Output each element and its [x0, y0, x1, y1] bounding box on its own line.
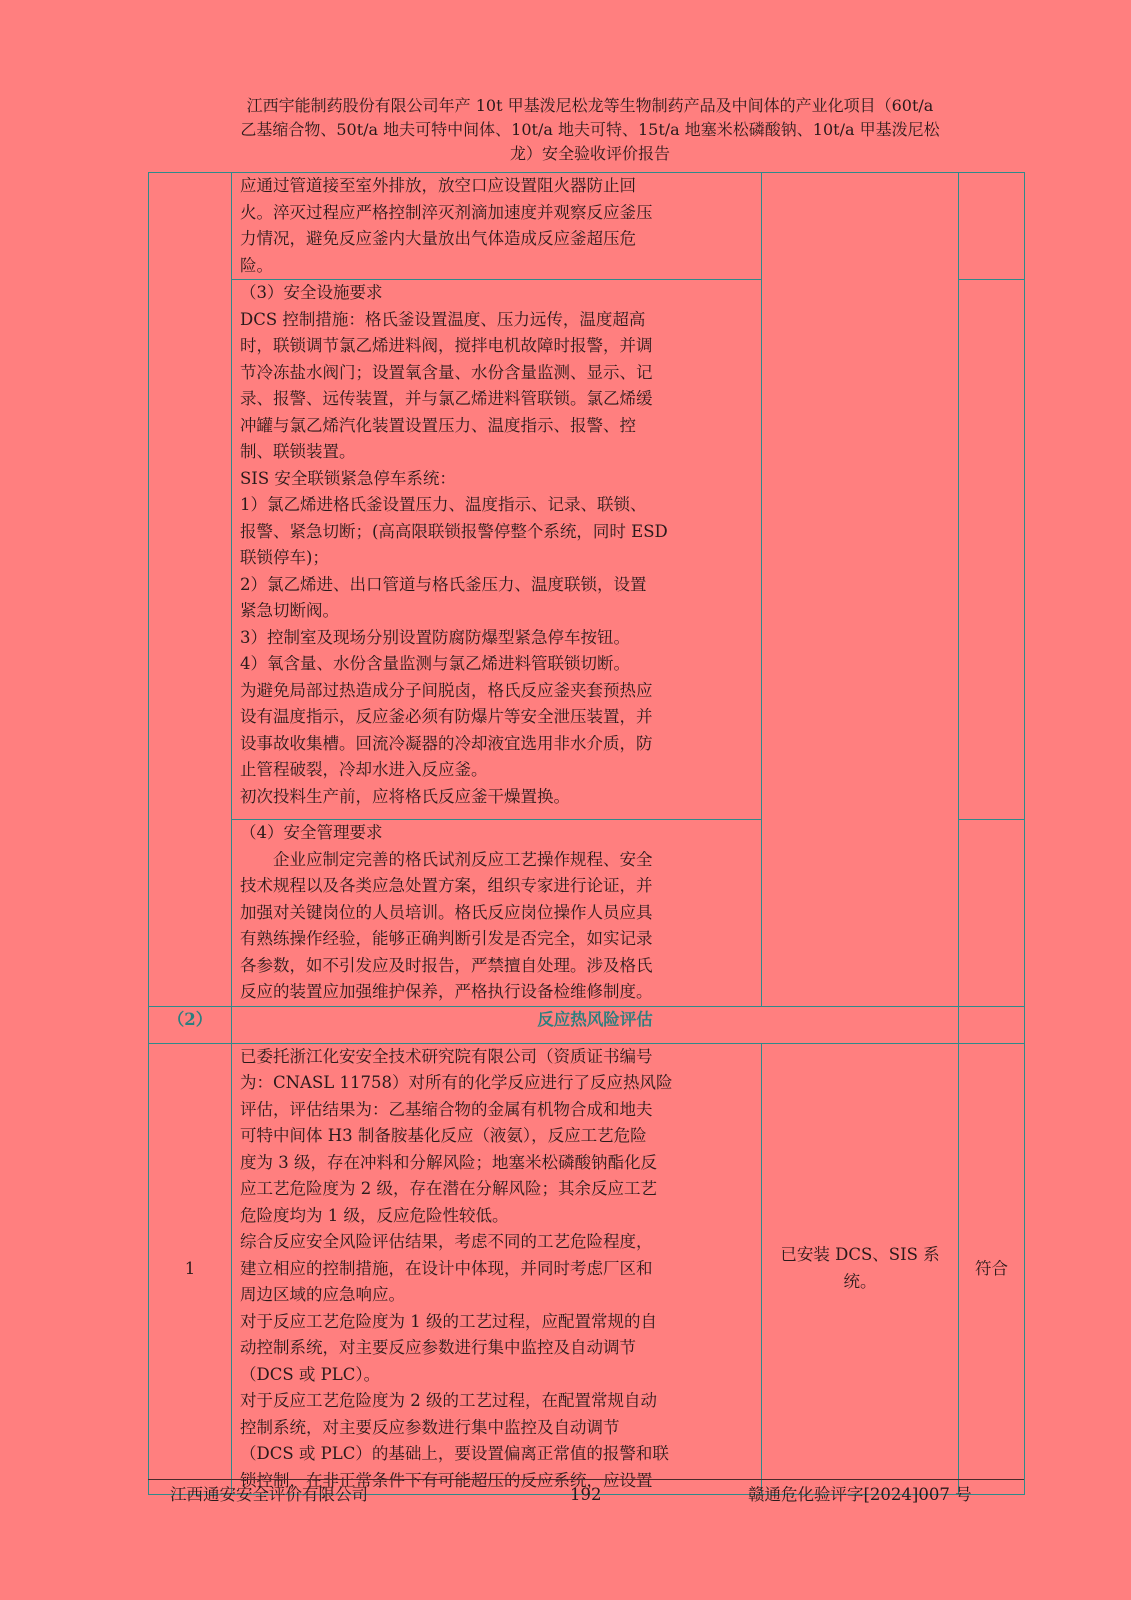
content-cell [232, 280, 762, 820]
text-line: 评估，评估结果为：乙基缩合物的金属有机物合成和地夫 [240, 1099, 653, 1119]
subsection-title: （4）安全管理要求 [240, 823, 383, 842]
text-line: 力情况，避免反应釜内大量放出气体造成反应釜超压危 [240, 229, 636, 248]
text-line: 建立相应的控制措施，在设计中体现，并同时考虑厂区和 [240, 1258, 653, 1278]
item-number-cell [149, 173, 232, 1007]
status-cell [762, 173, 959, 1007]
table-row [149, 1043, 1025, 1495]
text-line: 应工艺危险度为 2 级，存在潜在分解风险；其余反应工艺 [240, 1179, 657, 1198]
text-line: 控制系统，对主要反应参数进行集中监控及自动调节 [240, 1417, 620, 1437]
text-line: 火。淬灭过程应严格控制淬灭剂滴加速度并观察反应釜压 [240, 202, 653, 222]
text-line: 冲罐与氯乙烯汽化装置设置压力、温度指示、报警、控 [240, 415, 636, 435]
page-number: 192 [570, 1485, 602, 1504]
section-header-row [149, 1006, 1025, 1043]
text-line: 已委托浙江化安安全技术研究院有限公司（资质证书编号 [240, 1046, 653, 1066]
text-line: 可特中间体 H3 制备胺基化反应（液氨），反应工艺危险 [240, 1126, 647, 1145]
text-line: 紧急切断阀。 [240, 601, 339, 620]
result-cell [959, 280, 1025, 820]
text-line: 加强对关键岗位的人员培训。格氏反应岗位操作人员应具 [240, 902, 653, 922]
text-line: 险。 [240, 255, 273, 275]
text-line: 度为 3 级，存在冲料和分解风险；地塞米松磷酸钠酯化反 [240, 1152, 657, 1172]
text-line: 初次投料生产前，应将格氏反应釜干燥置换。 [240, 786, 570, 806]
text-line: 技术规程以及各类应急处置方案，组织专家进行论证，并 [240, 876, 653, 895]
text-line: 各参数，如不引发应及时报告，严禁擅自处理。涉及格氏 [240, 955, 653, 975]
result-cell [959, 820, 1025, 1007]
text-line: （3）安全设施要求 [240, 283, 383, 302]
header-line-3: 龙）安全验收评价报告 [509, 144, 670, 163]
section-title: 反应热风险评估 [232, 1006, 959, 1043]
footer-company: 江西通安安全评价有限公司 [170, 1485, 368, 1504]
status-text: 统。 [843, 1271, 877, 1291]
text-line: 周边区域的应急响应。 [240, 1285, 405, 1304]
text-line: 为避免局部过热造成分子间脱卤，格氏反应釜夹套预热应 [240, 680, 653, 700]
text-line: 企业应制定完善的格氏试剂反应工艺操作规程、安全 [273, 849, 653, 869]
text-line: DCS 控制措施：格氏釜设置温度、压力远传，温度超高 [240, 309, 646, 329]
text-line: 锁控制，在非正常条件下有可能超压的反应系统，应设置 [240, 1470, 653, 1490]
text-line: 应通过管道接至室外排放，放空口应设置阻火器防止回 [240, 176, 636, 195]
section-number: （2） [149, 1006, 232, 1043]
result-cell [959, 1006, 1025, 1043]
text-line: 有熟练操作经验，能够正确判断引发是否完全，如实记录 [240, 929, 653, 948]
text-line: 动控制系统，对主要反应参数进行集中监控及自动调节 [240, 1338, 636, 1357]
text-line: 为：CNASL 11758）对所有的化学反应进行了反应热风险 [240, 1073, 673, 1092]
evaluation-table [148, 172, 1025, 1495]
result-cell [959, 173, 1025, 280]
text-line: 节冷冻盐水阀门；设置氧含量、水份含量监测、显示、记 [240, 362, 653, 382]
header-line-2: 乙基缩合物、50t/a 地夫可特中间体、10t/a 地夫可特、15t/a 地塞米松磷酸钠、10t/a 甲基泼尼松 [240, 120, 940, 139]
text-line: 设有温度指示，反应釜必须有防爆片等安全泄压装置，并 [240, 707, 653, 726]
text-line: （DCS 或 PLC）的基础上，要设置偏离正常值的报警和联 [240, 1444, 669, 1463]
text-line: 综合反应安全风险评估结果，考虑不同的工艺危险程度， [240, 1232, 653, 1251]
page-header [150, 94, 1030, 166]
text-line: 制、联锁装置。 [240, 442, 356, 461]
text-line: （DCS 或 PLC）。 [240, 1364, 381, 1384]
text-line: 反应的装置应加强维护保养，严格执行设备检维修制度。 [240, 982, 653, 1001]
status-text: 已安装 DCS、SIS 系 [780, 1245, 940, 1265]
text-line: 设事故收集槽。回流冷凝器的冷却液宜选用非水介质，防 [240, 733, 653, 753]
text-line: 报警、紧急切断；(高高限联锁报警停整个系统，同时 ESD [240, 521, 668, 541]
header-line-1: 江西宇能制药股份有限公司年产 10t 甲基泼尼松龙等生物制药产品及中间体的产业化项目（60t/a [246, 96, 934, 115]
text-line: 对于反应工艺危险度为 2 级的工艺过程，在配置常规自动 [240, 1391, 657, 1410]
text-line: 2）氯乙烯进、出口管道与格氏釜压力、温度联锁，设置 [240, 574, 647, 594]
content-cell [232, 173, 762, 280]
text-line: 4）氧含量、水份含量监测与氯乙烯进料管联锁切断。 [240, 654, 630, 673]
text-line: 止管程破裂，冷却水进入反应釜。 [240, 760, 488, 779]
text-line: 3）控制室及现场分别设置防腐防爆型紧急停车按钮。 [240, 627, 630, 647]
footer-doc-number: 赣通危化验评字[2024]007 号 [748, 1485, 972, 1504]
text-line: SIS 安全联锁紧急停车系统： [240, 468, 456, 488]
text-line: 对于反应工艺危险度为 1 级的工艺过程，应配置常规的自 [240, 1311, 657, 1331]
content-cell [232, 1043, 762, 1495]
text-line: 危险度均为 1 级，反应危险性较低。 [240, 1205, 509, 1225]
item-number-cell: 1 [149, 1043, 232, 1495]
text-line: 时，联锁调节氯乙烯进料阀，搅拌电机故障时报警，并调 [240, 336, 653, 355]
result-cell: 符合 [959, 1043, 1025, 1495]
content-cell [232, 820, 762, 1007]
text-line: 录、报警、远传装置，并与氯乙烯进料管联锁。氯乙烯缓 [240, 389, 653, 408]
footer-divider [148, 1479, 1024, 1480]
status-cell [762, 1043, 959, 1495]
text-line: 联锁停车)； [240, 548, 329, 567]
table-row [149, 173, 1025, 280]
text-line: 1）氯乙烯进格氏釜设置压力、温度指示、记录、联锁、 [240, 495, 647, 514]
